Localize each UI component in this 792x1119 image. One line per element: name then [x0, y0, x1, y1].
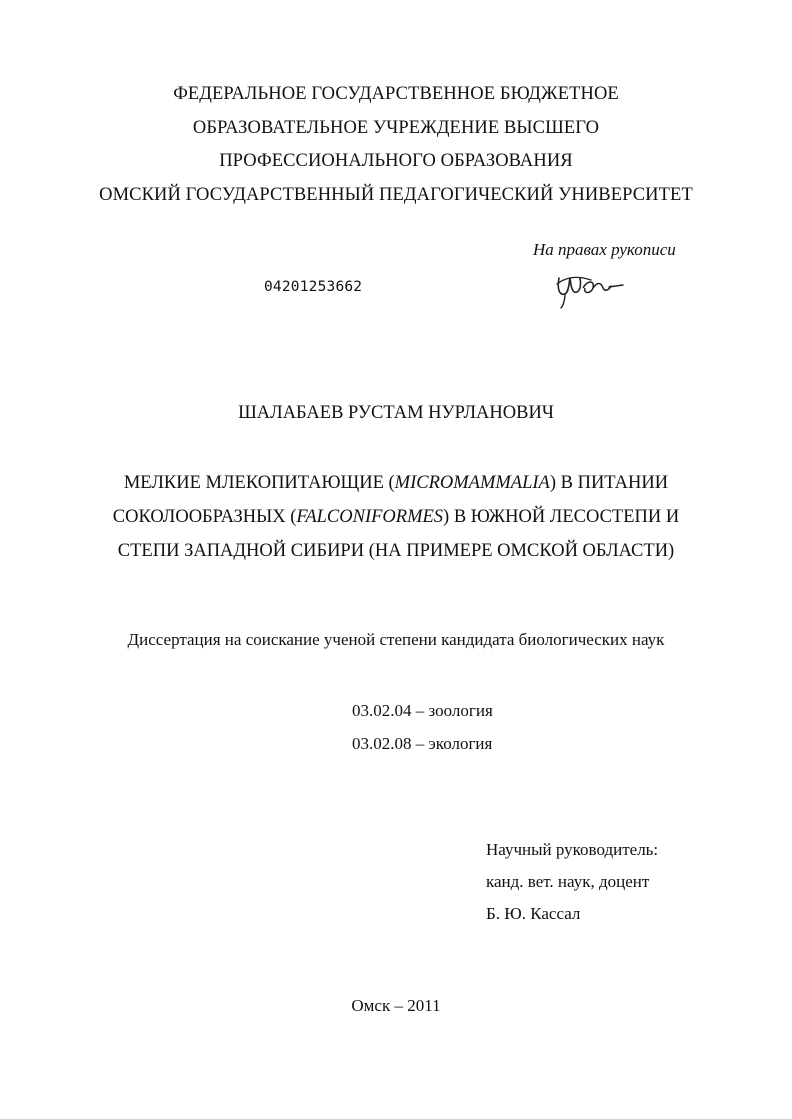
institution-line-4: ОМСКИЙ ГОСУДАРСТВЕННЫЙ ПЕДАГОГИЧЕСКИЙ УНИВЕРСИТЕТ [99, 184, 693, 205]
specialties [352, 694, 493, 760]
dissertation-note: Диссертация на соискание ученой степени кандидата биологических наук [127, 630, 665, 649]
institution-line-1: ФЕДЕРАЛЬНОЕ ГОСУДАРСТВЕННОЕ БЮДЖЕТНОЕ [173, 84, 619, 104]
supervisor-name: Б. Ю. Кассал [486, 904, 581, 923]
city-year: Омск – 2011 [351, 996, 441, 1015]
title-line-2-start: СОКОЛООБРАЗНЫХ ( [112, 507, 297, 527]
institution-line-3: ПРОФЕССИОНАЛЬНОГО ОБРАЗОВАНИЯ [219, 151, 573, 171]
manuscript-rights-note: На правах рукописи [533, 240, 676, 259]
dissertation-title [0, 466, 792, 568]
supervisor-degree: канд. вет. наук, доцент [486, 872, 650, 891]
supervisor-heading: Научный руководитель: [486, 840, 659, 859]
title-line-1 [0, 466, 792, 500]
title-line-3: СТЕПИ ЗАПАДНОЙ СИБИРИ (НА ПРИМЕРЕ ОМСКОЙ ОБЛАСТИ) [117, 541, 675, 561]
institution-line-2: ОБРАЗОВАТЕЛЬНОЕ УЧРЕЖДЕНИЕ ВЫСШЕГО [192, 117, 600, 138]
author-name: ШАЛАБАЕВ РУСТАМ НУРЛАНОВИЧ [238, 403, 554, 423]
institution-header [0, 78, 792, 212]
title-latin-falconiformes: FALCONIFORMES [296, 507, 444, 527]
specialty-ecology: 03.02.08 – экология [352, 734, 493, 753]
document-number: 04201253662 [264, 279, 363, 295]
title-line-2 [0, 500, 792, 534]
title-line-1-start: МЕЛКИЕ МЛЕКОПИТАЮЩИЕ ( [123, 473, 395, 493]
title-latin-micromammalia: MICROMAMMALIA [394, 473, 550, 493]
signature-icon [553, 268, 625, 310]
title-line-1-end: ) В ПИТАНИИ [549, 473, 669, 493]
supervisor-block [486, 834, 658, 930]
specialty-zoology: 03.02.04 – зоология [352, 701, 493, 720]
title-line-2-end: ) В ЮЖНОЙ ЛЕСОСТЕПИ И [443, 507, 680, 527]
